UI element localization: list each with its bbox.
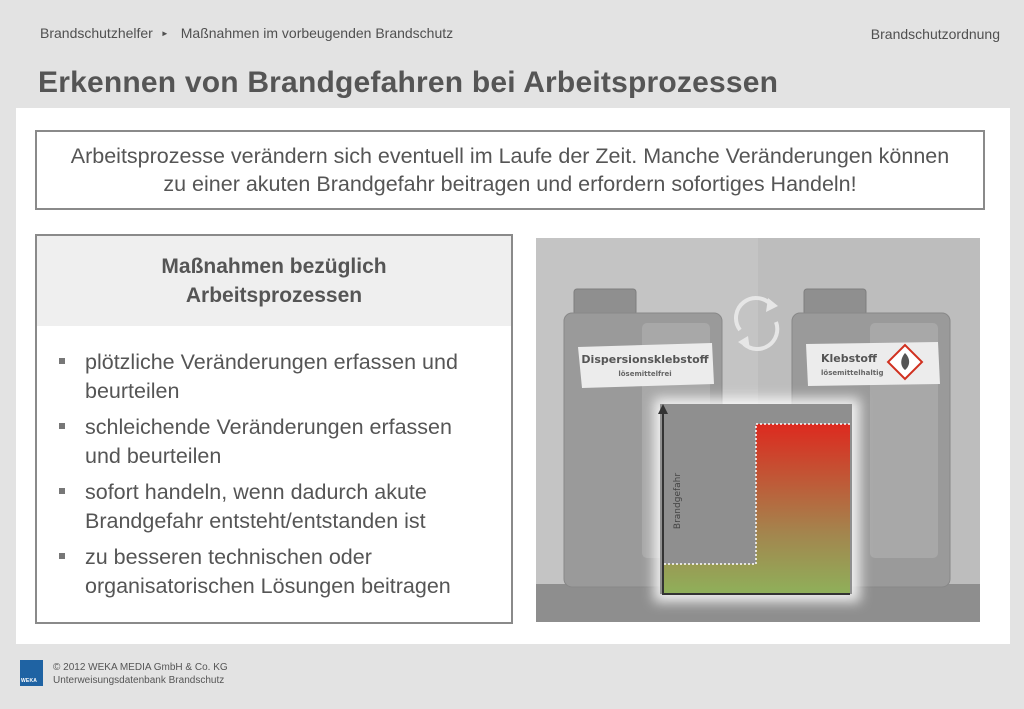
canister-left-sublabel: lösemittelfrei xyxy=(618,370,672,378)
page-title: Erkennen von Brandgefahren bei Arbeitsprozessen xyxy=(38,66,779,99)
bullet-icon xyxy=(59,423,65,429)
measures-list xyxy=(37,326,511,600)
list-item-text: zu besseren technischen oder organisatorischen Lösungen beitragen xyxy=(85,545,451,598)
bullet-icon xyxy=(59,488,65,494)
list-item-text: schleichende Veränderungen erfassen und beurteilen xyxy=(85,415,452,468)
breadcrumb-separator-icon: ► xyxy=(160,28,169,38)
intro-box xyxy=(35,130,985,210)
list-item xyxy=(57,348,491,405)
weka-logo xyxy=(20,660,43,686)
footer xyxy=(53,661,228,687)
risk-chart xyxy=(658,404,852,594)
bullet-icon xyxy=(59,358,65,364)
canister-left-label: Dispersionsklebstoff xyxy=(581,353,709,366)
section-label: Brandschutzordnung xyxy=(870,26,1000,42)
list-item xyxy=(57,543,491,600)
list-item-text: plötzliche Veränderungen erfassen und beurteilen xyxy=(85,350,458,403)
breadcrumb-item-brandschutzhelfer[interactable]: Brandschutzhelfer xyxy=(40,25,153,41)
breadcrumb-item-massnahmen[interactable]: Maßnahmen im vorbeugenden Brandschutz xyxy=(180,25,454,41)
measures-box xyxy=(35,234,513,624)
canister-right-label: Klebstoff xyxy=(821,352,877,365)
measures-heading: Maßnahmen bezüglich Arbeitsprozessen xyxy=(37,236,511,326)
bullet-icon xyxy=(59,553,65,559)
canister-illustration xyxy=(536,238,980,622)
list-item xyxy=(57,478,491,535)
list-item-text: sofort handeln, wenn dadurch akute Brandgefahr entsteht/entstanden ist xyxy=(85,480,427,533)
chart-axis-label: Brandgefahr xyxy=(673,472,683,530)
intro-text: Arbeitsprozesse verändern sich eventuell im Laufe der Zeit. Manche Veränderungen können zu einer akuten Brandgefahr beitragen und erfordern sofortiges Handeln! xyxy=(70,144,950,196)
logo-text: WEKA xyxy=(21,678,38,684)
database-name: Unterweisungsdatenbank Brandschutz xyxy=(53,675,225,686)
copyright: © 2012 WEKA MEDIA GmbH & Co. KG xyxy=(53,662,228,673)
canister-right-sublabel: lösemittelhaltig xyxy=(821,369,884,377)
breadcrumb xyxy=(40,25,453,41)
list-item xyxy=(57,413,491,470)
